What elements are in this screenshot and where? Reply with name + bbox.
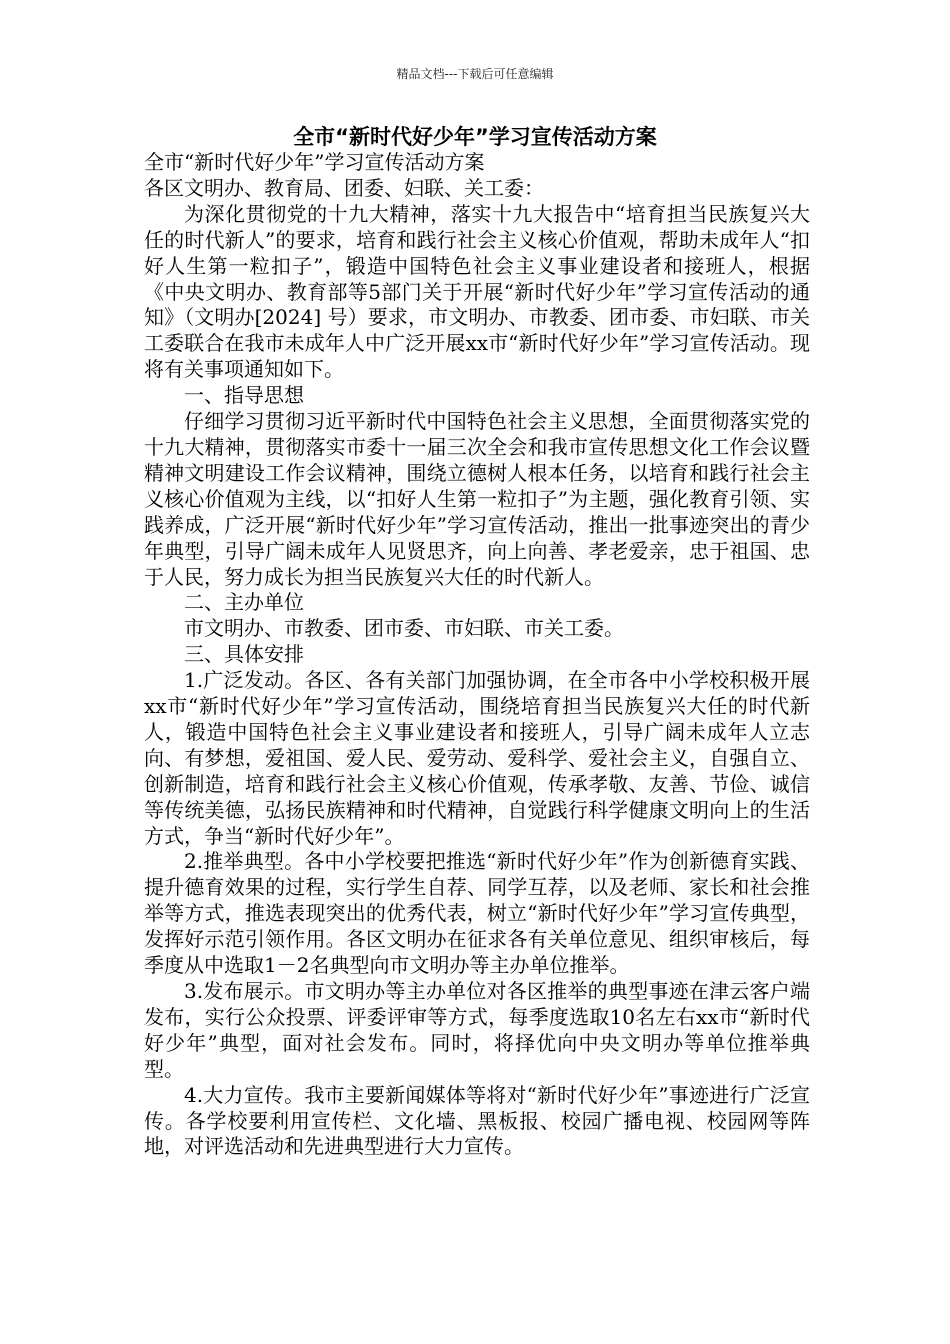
organizers-paragraph: 市文明办、市教委、团市委、市妇联、市关工委。 [184,616,624,641]
intro-paragraph: 为深化贯彻党的十九大精神，落实十九大报告中“培育担当民族复兴大任的时代新人”的要求，培育和践行社会主义核心价值观，帮助未成年人“扣好人生第一粒扣子”，锻造中国特色社会主义事业建设者和接班人，根据《中央文明办、教育部等5部门关于开展“新时代好少年”学习宣传活动的通知》（文明办[2024] 号）要求，市文明办、市教委、团市委、市妇联、市关工委联合在我市未成年人中广泛开展xx市“新时代好少年”学习宣传活动。现将有关事项通知如下。 [144,201,810,382]
arrangement-item-2: 2.推举典型。各中小学校要把推选“新时代好少年”作为创新德育实践、提升德育效果的过程，实行学生自荐、同学互荐，以及老师、家长和社会推举等方式，推选表现突出的优秀代表，树立“新时代好少年”学习宣传典型，发挥好示范引领作用。各区文明办在征求各有关单位意见、组织审核后，每季度从中选取1－2名典型向市文明办等主办单位推举。 [144,849,810,978]
document-title: 全市“新时代好少年”学习宣传活动方案 [293,125,657,149]
arrangement-item-3: 3.发布展示。市文明办等主办单位对各区推举的典型事迹在津云客户端发布，实行公众投票、评委评审等方式，每季度选取10名左右xx市“新时代好少年”典型，面对社会发布。同时，将择优向中央文明办等单位推举典型。 [144,979,810,1081]
section-heading-organizers: 二、主办单位 [184,590,304,615]
document-body [144,150,810,1160]
subtitle-line: 全市“新时代好少年”学习宣传活动方案 [144,150,485,174]
arrangement-item-1: 1.广泛发动。各区、各有关部门加强协调，在全市各中小学校积极开展xx市“新时代好少年”学习宣传活动，围绕培育担当民族复兴大任的时代新人，锻造中国特色社会主义事业建设者和接班人，引导广阔未成年人立志向、有梦想，爱祖国、爱人民、爱劳动、爱科学、爱社会主义，自强自立、创新制造，培育和践行社会主义核心价值观，传承孝敬、友善、节俭、诚信等传统美德，弘扬民族精神和时代精神，自觉践行科学健康文明向上的生活方式，争当“新时代好少年”。 [144,668,810,848]
salutation: 各区文明办、教育局、团委、妇联、关工委： [144,175,544,200]
arrangement-item-4: 4.大力宣传。我市主要新闻媒体等将对“新时代好少年”事迹进行广泛宣传。各学校要利用宣传栏、文化墙、黑板报、校园广播电视、校园网等阵地，对评选活动和先进典型进行大力宣传。 [144,1082,810,1159]
page-header: 精品文档---下载后可任意编辑 [396,67,554,81]
section-heading-guiding-ideology: 一、指导思想 [184,383,304,408]
section-heading-arrangements: 三、具体安排 [184,642,304,667]
guiding-ideology-paragraph: 仔细学习贯彻习近平新时代中国特色社会主义思想，全面贯彻落实党的十九大精神，贯彻落实市委十一届三次全会和我市宣传思想文化工作会议暨精神文明建设工作会议精神，围绕立德树人根本任务，以培育和践行社会主义核心价值观为主线，以“扣好人生第一粒扣子”为主题，强化教育引领、实践养成，广泛开展“新时代好少年”学习宣传活动，推出一批事迹突出的青少年典型，引导广阔未成年人见贤思齐，向上向善、孝老爱亲，忠于祖国、忠于人民，努力成长为担当民族复兴大任的时代新人。 [144,409,810,589]
